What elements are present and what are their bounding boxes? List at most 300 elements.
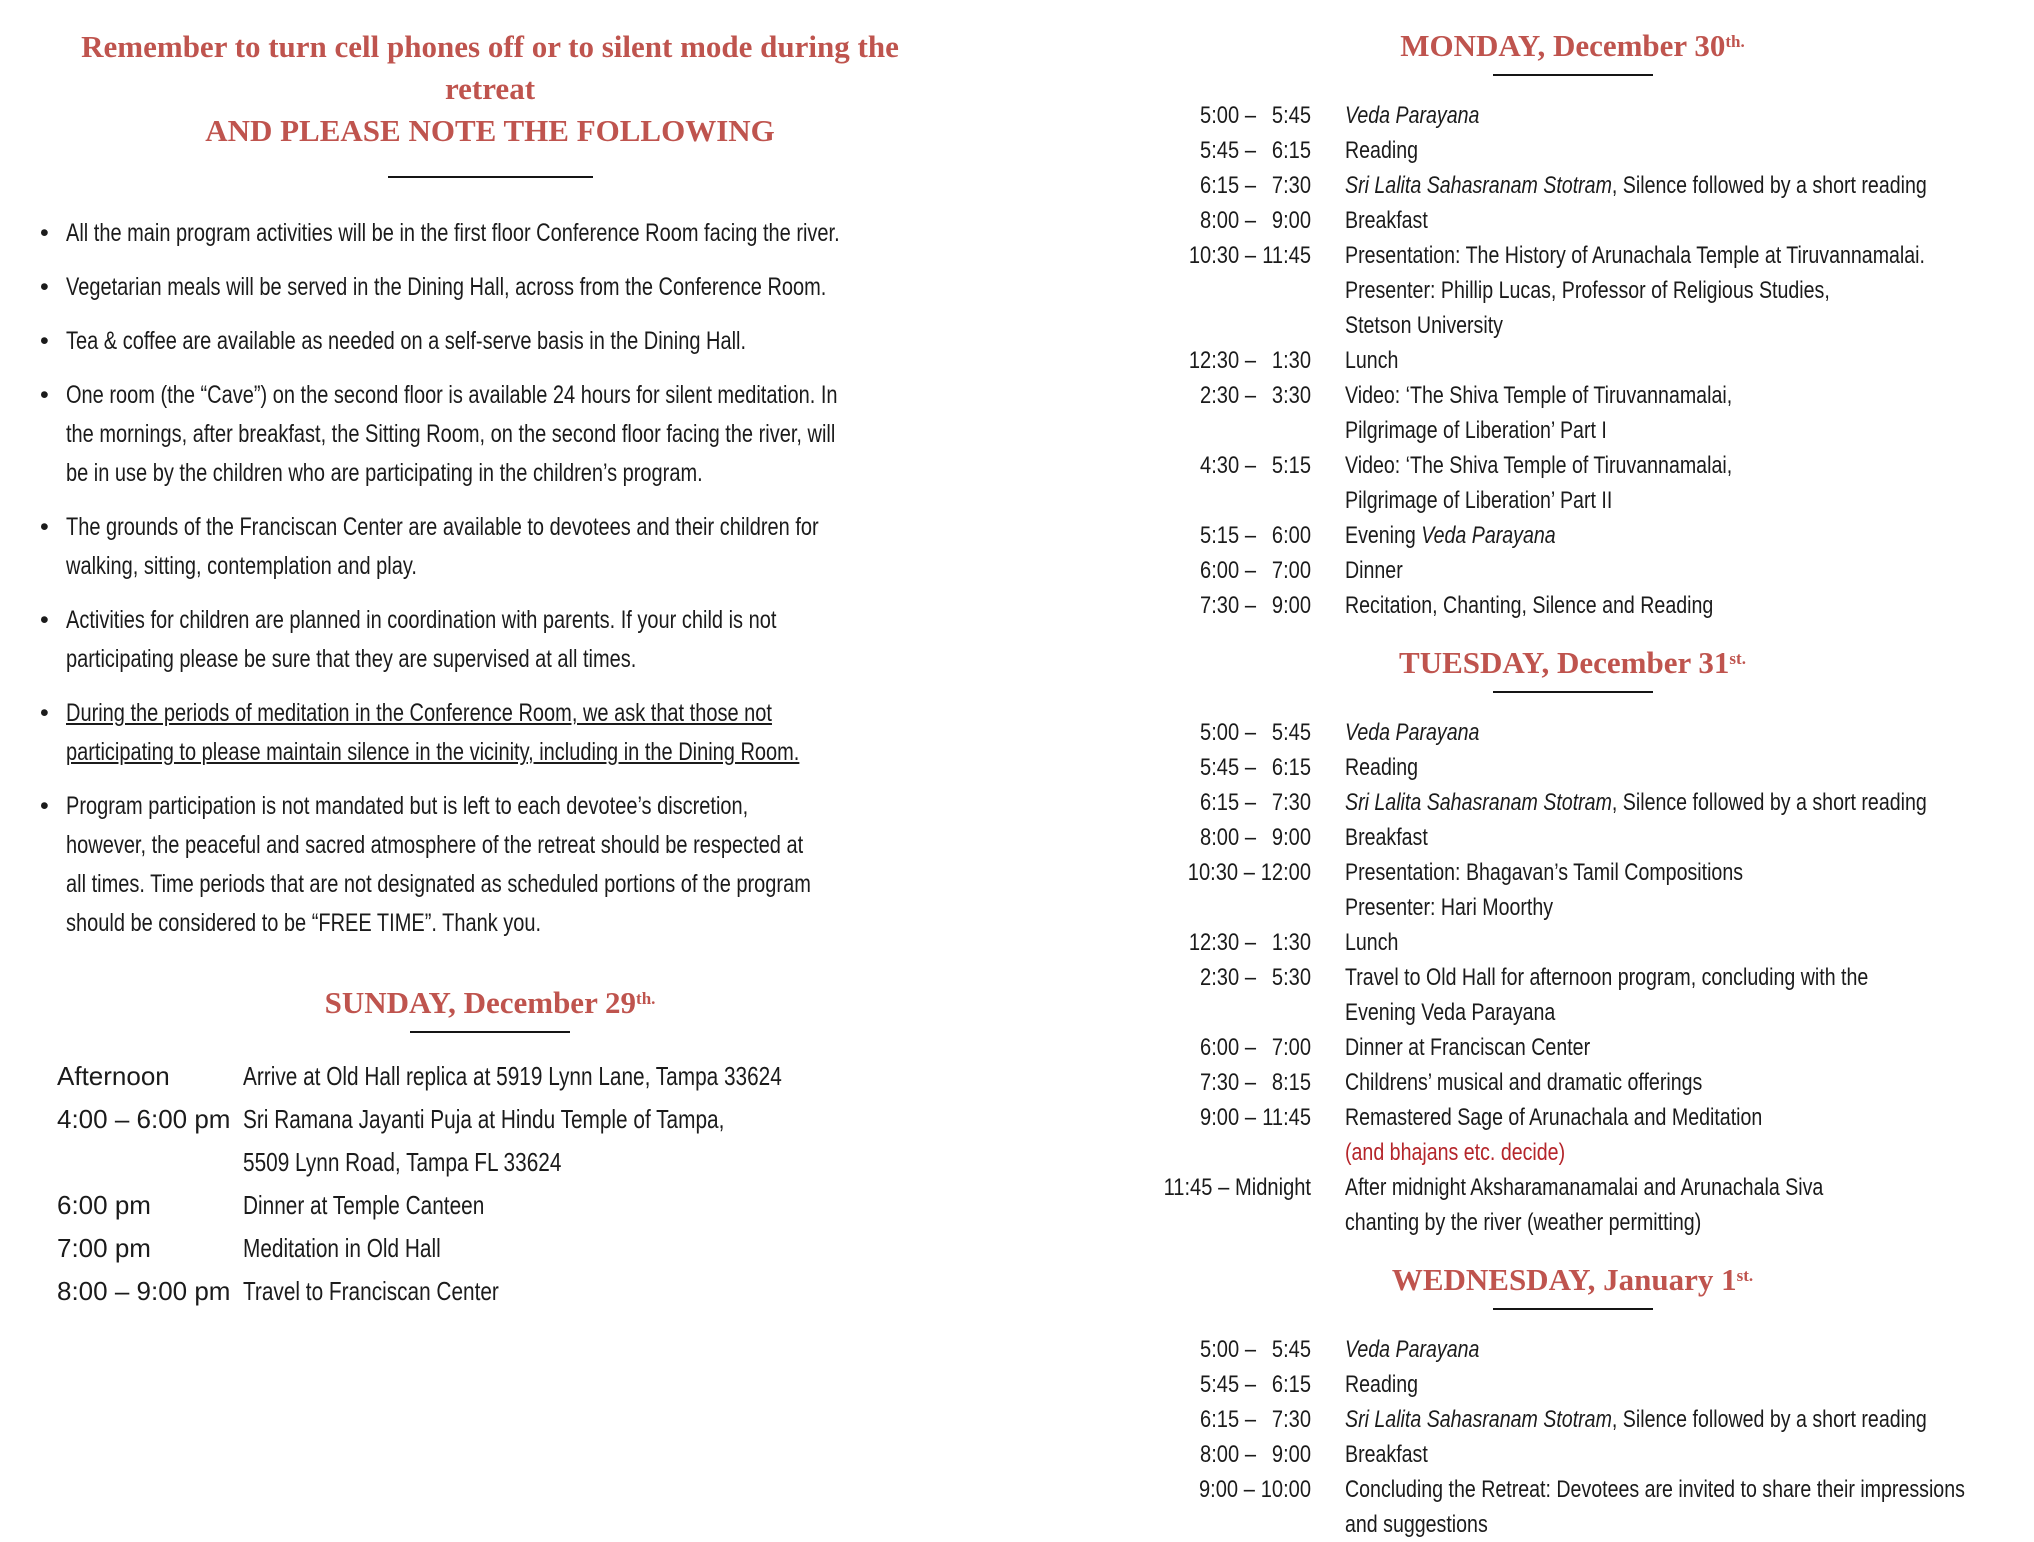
row-time-end: 6:15 <box>1271 754 1311 781</box>
right-column <box>1115 24 2030 1542</box>
right-day-sections <box>1115 24 2030 1542</box>
row-time-end: 12:00 <box>1260 859 1311 886</box>
row-desc <box>1345 133 2030 168</box>
bullet-item <box>40 268 940 307</box>
desc-line <box>1345 1402 1927 1437</box>
day-heading-ordinal: th. <box>1725 32 1745 51</box>
row-time <box>1150 588 1311 623</box>
row-time-dash: – <box>1244 172 1257 199</box>
text-segment: After midnight Aksharamanamalai and Arunachala Siva <box>1345 1174 1824 1201</box>
schedule-row <box>1115 588 2030 623</box>
row-time-end: 9:00 <box>1271 592 1311 619</box>
text-segment: Breakfast <box>1345 824 1428 851</box>
row-desc <box>1345 1100 2030 1170</box>
row-time-start: 4:30 <box>1200 452 1240 479</box>
schedule-row <box>1115 378 2030 448</box>
schedule-row <box>1115 785 2030 820</box>
text-segment: Meditation in Old Hall <box>243 1233 441 1263</box>
row-time <box>1150 238 1311 273</box>
row-time-end: 6:15 <box>1271 1371 1311 1398</box>
row-time <box>1150 98 1311 133</box>
bullet-line: Program participation is not mandated but is left to each devotee’s discretion, <box>66 792 749 820</box>
row-desc <box>1345 1402 2030 1437</box>
row-time <box>57 1098 243 1141</box>
row-time-dash: – <box>1244 719 1257 746</box>
desc-line <box>243 1055 801 1098</box>
row-time-dash: – <box>1244 557 1257 584</box>
left-day-sections <box>40 981 940 1313</box>
day-schedule <box>1115 715 2030 1240</box>
row-time-dash: – <box>1244 1441 1257 1468</box>
text-segment: Travel to Franciscan Center <box>243 1276 499 1306</box>
row-time <box>57 1055 243 1098</box>
italic-text: Veda Parayana <box>1421 522 1556 549</box>
text-segment: Breakfast <box>1345 1441 1428 1468</box>
schedule-row <box>1115 1065 2030 1100</box>
bullet-text <box>66 376 1030 493</box>
schedule-row <box>57 1227 940 1270</box>
row-time-start: 10:30 <box>1188 242 1240 269</box>
row-time <box>1150 553 1311 588</box>
row-desc <box>1345 238 2030 343</box>
notice-title <box>40 26 940 152</box>
row-desc <box>1345 588 2030 623</box>
row-time-end: 5:30 <box>1271 964 1311 991</box>
row-time-start: 8:00 <box>1200 207 1240 234</box>
desc-line <box>1345 1367 1893 1402</box>
row-time-dash: – <box>1244 347 1257 374</box>
row-time <box>1150 1332 1311 1367</box>
bullet-dot-icon: • <box>40 273 49 301</box>
row-time-start: 9:00 <box>1200 1104 1240 1131</box>
row-time <box>1150 855 1311 890</box>
text-segment: , Silence followed by a short reading <box>1611 1406 1927 1433</box>
row-time <box>1150 750 1311 785</box>
schedule-row <box>1115 715 2030 750</box>
schedule-row <box>1115 1170 2030 1240</box>
desc-line <box>1345 238 1925 273</box>
row-time-start: 7:30 <box>1200 1069 1240 1096</box>
row-time <box>57 1270 243 1313</box>
schedule-row <box>1115 1030 2030 1065</box>
row-desc <box>1345 925 2030 960</box>
desc-line <box>1345 925 1893 960</box>
desc-line <box>1345 995 1893 1030</box>
row-time-start: 2:30 <box>1200 382 1240 409</box>
day-heading-ordinal: th. <box>636 989 656 1008</box>
row-desc <box>1345 1472 2030 1542</box>
row-time-end: 11:45 <box>1262 1104 1311 1131</box>
bullet-item <box>40 214 940 253</box>
bullet-line: participating to please maintain silence in the vicinity, including in the Dining Room. <box>66 738 800 766</box>
row-desc <box>1345 855 2030 925</box>
bullet-dot-icon: • <box>40 381 49 409</box>
monday-section <box>1115 24 2030 623</box>
row-desc <box>1345 378 2030 448</box>
bullet-dot-icon: • <box>40 606 49 634</box>
desc-line <box>243 1184 801 1227</box>
bullet-line: be in use by the children who are participating in the children’s program. <box>66 459 703 487</box>
bullet-text <box>66 787 997 943</box>
day-divider-rule <box>410 1031 570 1033</box>
italic-text: Sri Lalita Sahasranam Stotram <box>1345 789 1612 816</box>
row-desc <box>1345 960 2030 1030</box>
bullet-item <box>40 787 940 943</box>
schedule-row <box>1115 1472 2030 1542</box>
day-heading-text: TUESDAY, December 31 <box>1399 645 1730 680</box>
desc-line <box>243 1141 801 1184</box>
day-schedule <box>40 1055 940 1313</box>
bullet-line: The grounds of the Franciscan Center are available to devotees and their children for <box>66 513 819 541</box>
schedule-row <box>1115 1402 2030 1437</box>
row-time-dash: – <box>1244 1371 1257 1398</box>
text-segment: Reading <box>1345 754 1419 781</box>
bullet-line: however, the peaceful and sacred atmosphere of the retreat should be respected at <box>66 831 804 859</box>
row-time-start: 6:00 <box>1200 557 1240 584</box>
row-time <box>1150 378 1311 413</box>
row-time-end: 5:45 <box>1271 102 1311 129</box>
row-time <box>57 1227 243 1270</box>
row-time <box>1150 1100 1311 1135</box>
schedule-row <box>1115 238 2030 343</box>
row-time-end: 7:30 <box>1271 789 1311 816</box>
italic-text: Sri Lalita Sahasranam Stotram <box>1345 1406 1612 1433</box>
row-time <box>1150 1065 1311 1100</box>
desc-line <box>1345 203 1893 238</box>
text-segment: Childrens’ musical and dramatic offerings <box>1345 1069 1703 1096</box>
italic-text: Veda Parayana <box>1345 719 1480 746</box>
text-segment: , Silence followed by a short reading <box>1611 172 1927 199</box>
row-desc <box>1345 785 2030 820</box>
accent-text: (and bhajans etc. decide) <box>1345 1139 1566 1166</box>
row-time <box>1150 133 1311 168</box>
bullet-item <box>40 322 940 361</box>
row-time-dash: – <box>1244 929 1257 956</box>
bullet-item <box>40 694 940 772</box>
row-time-start: 5:45 <box>1200 1371 1240 1398</box>
schedule-row <box>1115 925 2030 960</box>
row-time-dash: – <box>1244 824 1257 851</box>
bullet-item <box>40 376 940 493</box>
row-time-start: 12:30 <box>1188 929 1240 956</box>
row-time <box>1150 1472 1311 1507</box>
bullet-text <box>66 601 954 679</box>
text-segment: Video: ‘The Shiva Temple of Tiruvannamalai, <box>1345 452 1733 479</box>
row-time-start: 12:30 <box>1188 347 1240 374</box>
row-desc <box>1345 1367 2030 1402</box>
bullet-text <box>66 322 916 361</box>
title-divider-rule <box>388 176 593 178</box>
desc-line <box>1345 960 1893 995</box>
row-desc <box>1345 820 2030 855</box>
row-desc <box>1345 715 2030 750</box>
row-time-start: 7:30 <box>1200 592 1240 619</box>
row-time-dash: – <box>1244 964 1257 991</box>
row-time-end: 6:15 <box>1271 137 1311 164</box>
row-desc <box>243 1098 940 1184</box>
row-time-dash: – <box>1243 859 1255 886</box>
bullet-line: the mornings, after breakfast, the Sitting Room, on the second floor facing the river, will <box>66 420 836 448</box>
bullet-item <box>40 508 940 586</box>
desc-line <box>1345 168 1927 203</box>
row-time-dash: – <box>1244 207 1257 234</box>
row-time-start: 6:00 <box>1200 1034 1240 1061</box>
desc-line <box>1345 518 1893 553</box>
text-segment: Dinner at Temple Canteen <box>243 1190 485 1220</box>
row-time <box>1150 448 1311 483</box>
row-time-dash: – <box>1218 1174 1230 1201</box>
row-time <box>1150 715 1311 750</box>
day-heading-text: SUNDAY, December 29 <box>324 985 637 1020</box>
bullet-line: walking, sitting, contemplation and play. <box>66 552 417 580</box>
row-time-end: 5:45 <box>1271 1336 1311 1363</box>
row-time-start: 2:30 <box>1200 964 1240 991</box>
schedule-row <box>1115 855 2030 925</box>
schedule-row <box>1115 203 2030 238</box>
row-desc <box>1345 1437 2030 1472</box>
row-time-end: 8:15 <box>1271 1069 1311 1096</box>
row-time-end: 7:00 <box>1271 1034 1311 1061</box>
day-heading-text: WEDNESDAY, January 1 <box>1391 1262 1737 1297</box>
row-desc <box>1345 1332 2030 1367</box>
schedule-row <box>1115 448 2030 518</box>
italic-text: Veda Parayana <box>1345 1336 1480 1363</box>
day-divider-rule <box>1493 691 1653 693</box>
schedule-row <box>1115 98 2030 133</box>
row-desc <box>1345 343 2030 378</box>
row-time-start: 9:00 <box>1198 1476 1239 1503</box>
schedule-row <box>1115 1332 2030 1367</box>
row-time-end: 9:00 <box>1271 824 1311 851</box>
desc-line <box>243 1227 801 1270</box>
text-segment: Lunch <box>1345 347 1399 374</box>
row-desc <box>1345 1030 2030 1065</box>
bullet-line: One room (the “Cave”) on the second floor is available 24 hours for silent meditation. In <box>66 381 838 409</box>
text-segment: Recitation, Chanting, Silence and Reading <box>1345 592 1714 619</box>
desc-line <box>1345 785 1927 820</box>
bullet-line: All the main program activities will be in the first floor Conference Room facing the river. <box>66 219 840 247</box>
day-heading <box>1115 1258 2030 1298</box>
row-time-end: 1:30 <box>1271 929 1311 956</box>
text-segment: Presentation: The History of Arunachala Temple at Tiruvannamalai. <box>1345 242 1925 269</box>
desc-line <box>1345 448 1893 483</box>
bullet-text <box>66 268 1016 307</box>
row-time-dash: – <box>1244 102 1257 129</box>
row-time-dash: – <box>1244 522 1257 549</box>
bullet-text <box>66 214 1033 253</box>
row-time-text: 4:00 – 6:00 pm <box>57 1104 231 1134</box>
row-time <box>1150 960 1311 995</box>
schedule-row <box>1115 1367 2030 1402</box>
row-time-start: 10:30 <box>1187 859 1239 886</box>
desc-line <box>1345 343 1893 378</box>
bullet-dot-icon: • <box>40 792 49 820</box>
bullet-line: participating please be sure that they are supervised at all times. <box>66 645 637 673</box>
row-time-start: 6:15 <box>1200 789 1240 816</box>
desc-line <box>243 1098 801 1141</box>
day-schedule <box>1115 1332 2030 1542</box>
row-time-end: 5:15 <box>1271 452 1311 479</box>
notice-title-line1: Remember to turn cell phones off or to silent mode during the retreat <box>81 29 899 106</box>
row-time-dash: – <box>1244 452 1257 479</box>
day-heading <box>40 981 940 1021</box>
bullet-line: During the periods of meditation in the Conference Room, we ask that those not <box>66 699 772 727</box>
schedule-row <box>1115 750 2030 785</box>
text-segment: 5509 Lynn Road, Tampa FL 33624 <box>243 1147 562 1177</box>
schedule-row <box>1115 1100 2030 1170</box>
row-time-dash: – <box>1244 1104 1257 1131</box>
schedule-row <box>1115 133 2030 168</box>
text-segment: Remastered Sage of Arunachala and Meditation <box>1345 1104 1763 1131</box>
schedule-row <box>57 1270 940 1313</box>
row-desc <box>1345 203 2030 238</box>
text-segment: Travel to Old Hall for afternoon program, concluding with the <box>1345 964 1869 991</box>
text-segment: Evening Veda Parayana <box>1345 999 1556 1026</box>
row-desc <box>1345 1065 2030 1100</box>
row-time-dash: – <box>1244 1034 1257 1061</box>
desc-line <box>1345 308 1893 343</box>
row-time-end: 7:30 <box>1271 172 1311 199</box>
row-time-text: 7:00 pm <box>57 1233 151 1263</box>
desc-line <box>1345 1332 1893 1367</box>
day-divider-rule <box>1493 74 1653 76</box>
text-segment: Arrive at Old Hall replica at 5919 Lynn Lane, Tampa 33624 <box>243 1061 782 1091</box>
schedule-row <box>57 1098 940 1184</box>
schedule-row <box>1115 168 2030 203</box>
desc-line <box>1345 378 1893 413</box>
row-desc <box>243 1184 940 1227</box>
text-segment: and suggestions <box>1345 1511 1488 1538</box>
row-time <box>1150 343 1311 378</box>
text-segment: Video: ‘The Shiva Temple of Tiruvannamalai, <box>1345 382 1733 409</box>
bullet-line: all times. Time periods that are not designated as scheduled portions of the program <box>66 870 811 898</box>
text-segment: Reading <box>1345 137 1419 164</box>
bullet-line: Tea & coffee are available as needed on a self-serve basis in the Dining Hall. <box>66 327 747 355</box>
text-segment: Pilgrimage of Liberation’ Part I <box>1345 417 1607 444</box>
row-time-end: 3:30 <box>1271 382 1311 409</box>
day-heading-text: MONDAY, December 30 <box>1400 28 1726 63</box>
row-desc <box>243 1227 940 1270</box>
bullet-dot-icon: • <box>40 513 49 541</box>
bullet-line: Vegetarian meals will be served in the Dining Hall, across from the Conference Room. <box>66 273 827 301</box>
tuesday-section <box>1115 641 2030 1240</box>
schedule-row <box>1115 343 2030 378</box>
day-heading <box>1115 24 2030 64</box>
row-desc <box>1345 750 2030 785</box>
wednesday-section <box>1115 1258 2030 1542</box>
row-desc <box>243 1270 940 1313</box>
day-heading <box>1115 641 2030 681</box>
schedule-row <box>1115 553 2030 588</box>
bullet-dot-icon: • <box>40 219 49 247</box>
text-segment: Sri Ramana Jayanti Puja at Hindu Temple of Tampa, <box>243 1104 725 1134</box>
row-time-end: 9:00 <box>1271 1441 1311 1468</box>
desc-line <box>1345 98 1893 133</box>
schedule-row <box>1115 960 2030 1030</box>
row-time <box>1150 518 1311 553</box>
row-time-dash: – <box>1244 382 1257 409</box>
desc-line <box>1345 413 1893 448</box>
desc-line <box>1345 715 1893 750</box>
text-segment: Presenter: Phillip Lucas, Professor of Religious Studies, <box>1345 277 1830 304</box>
row-desc <box>243 1055 940 1098</box>
desc-line <box>1345 1065 1893 1100</box>
row-time-start: 5:00 <box>1200 1336 1240 1363</box>
row-time-end: 10:00 <box>1260 1476 1311 1503</box>
row-time-end: Midnight <box>1235 1174 1311 1201</box>
row-time-dash: – <box>1244 789 1257 816</box>
text-segment: chanting by the river (weather permitting) <box>1345 1209 1702 1236</box>
row-time <box>1150 1030 1311 1065</box>
desc-line <box>1345 855 1893 890</box>
text-segment: , Silence followed by a short reading <box>1611 789 1927 816</box>
row-time <box>1150 168 1311 203</box>
row-time <box>1150 785 1311 820</box>
row-time-start: 11:45 <box>1163 1174 1213 1201</box>
row-desc <box>1345 553 2030 588</box>
italic-text: Sri Lalita Sahasranam Stotram <box>1345 172 1612 199</box>
bullet-item <box>40 601 940 679</box>
desc-line <box>1345 1205 1893 1240</box>
left-column <box>40 26 940 1313</box>
text-segment: Breakfast <box>1345 207 1428 234</box>
desc-line <box>1345 820 1893 855</box>
italic-text: Veda Parayana <box>1345 102 1480 129</box>
day-schedule <box>1115 98 2030 623</box>
desc-line <box>1345 1170 1893 1205</box>
row-time-end: 7:30 <box>1271 1406 1311 1433</box>
row-time-text: Afternoon <box>57 1061 170 1091</box>
row-time-dash: – <box>1243 1476 1255 1503</box>
day-divider-rule <box>1493 1308 1653 1310</box>
row-time-dash: – <box>1244 1069 1257 1096</box>
desc-line <box>243 1270 801 1313</box>
row-time-start: 5:00 <box>1200 719 1240 746</box>
bullet-line: should be considered to be “FREE TIME”. Thank you. <box>66 909 542 937</box>
desc-line <box>1345 588 1893 623</box>
row-time-text: 8:00 – 9:00 pm <box>57 1276 231 1306</box>
row-time-end: 9:00 <box>1271 207 1311 234</box>
bullet-dot-icon: • <box>40 327 49 355</box>
desc-line <box>1345 553 1893 588</box>
row-time <box>1150 820 1311 855</box>
row-time-end: 11:45 <box>1262 242 1311 269</box>
text-segment: Pilgrimage of Liberation’ Part II <box>1345 487 1613 514</box>
row-time-end: 5:45 <box>1271 719 1311 746</box>
row-time <box>1150 1170 1311 1205</box>
row-time <box>1150 925 1311 960</box>
text-segment: Evening <box>1345 522 1422 549</box>
desc-line <box>1345 1507 1893 1542</box>
schedule-row <box>1115 518 2030 553</box>
row-desc <box>1345 98 2030 133</box>
text-segment: Presentation: Bhagavan’s Tamil Compositions <box>1345 859 1744 886</box>
text-segment: Dinner at Franciscan Center <box>1345 1034 1591 1061</box>
text-segment: Dinner <box>1345 557 1403 584</box>
schedule-row <box>1115 820 2030 855</box>
text-segment: Concluding the Retreat: Devotees are invited to share their impressions <box>1345 1476 1965 1503</box>
row-desc <box>1345 518 2030 553</box>
row-time <box>1150 203 1311 238</box>
row-time-start: 5:00 <box>1200 102 1240 129</box>
row-time-end: 7:00 <box>1271 557 1311 584</box>
row-time-start: 5:45 <box>1200 754 1240 781</box>
schedule-row <box>57 1055 940 1098</box>
bullet-text <box>66 508 1007 586</box>
row-time-dash: – <box>1244 754 1257 781</box>
bullet-line: Activities for children are planned in coordination with parents. If your child is not <box>66 606 777 634</box>
row-time-start: 5:45 <box>1200 137 1240 164</box>
